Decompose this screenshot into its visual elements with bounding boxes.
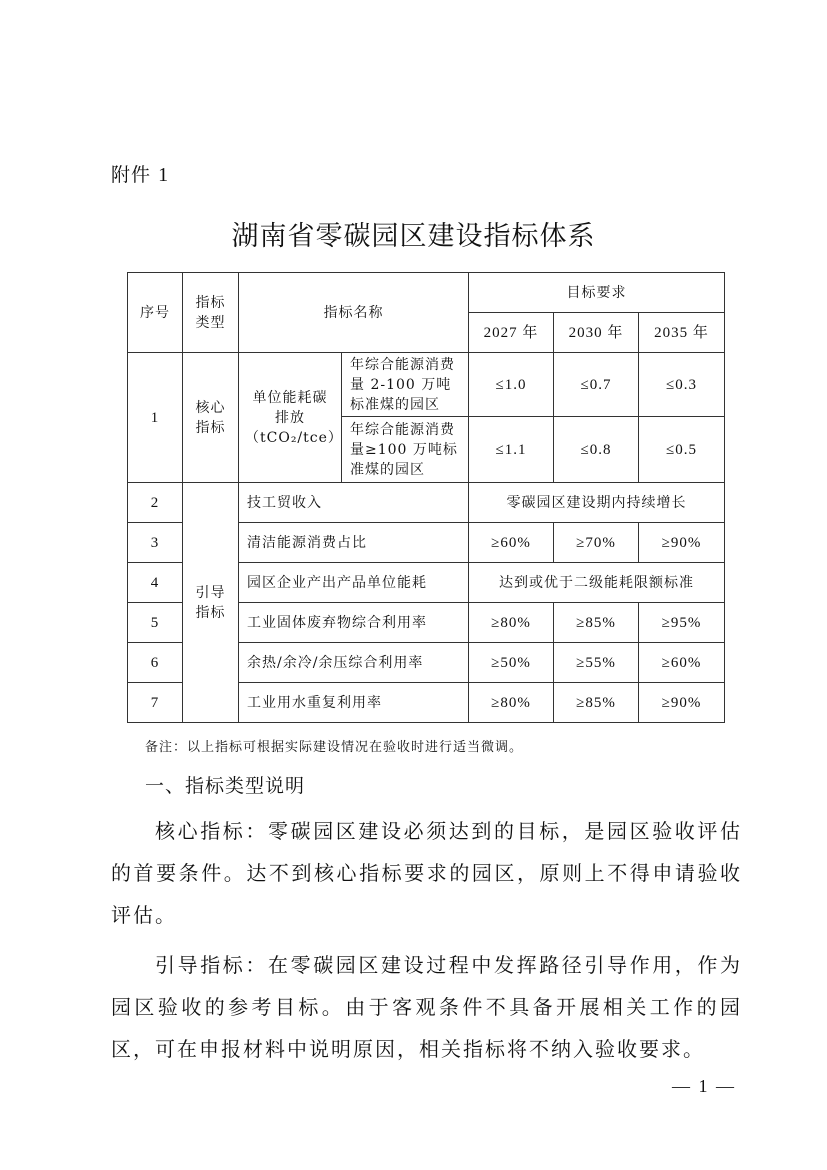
attachment-number: 1 — [158, 164, 170, 186]
row-seq: 4 — [128, 563, 183, 603]
row-condition: 年综合能源消费量≥100 万吨标准煤的园区 — [342, 417, 469, 483]
row-seq: 2 — [128, 483, 183, 523]
table-note: 备注：以上指标可根据实际建设情况在验收时进行适当微调。 — [145, 740, 524, 755]
row-value-2035: ≥95% — [639, 603, 725, 643]
header-target: 目标要求 — [469, 273, 725, 313]
table-row — [128, 483, 725, 523]
row-seq: 3 — [128, 523, 183, 563]
paragraph-core: 核心指标：零碳园区建设必须达到的目标，是园区验收评估的首要条件。达不到核心指标要求的园区，原则上不得申请验收评估。 — [111, 819, 742, 927]
indicator-table — [127, 272, 725, 723]
header-year-2030: 2030 年 — [554, 313, 639, 353]
row-value-2027: ≤1.1 — [469, 417, 554, 483]
row-value-2027: ≥50% — [469, 643, 554, 683]
row-value-2030: ≥85% — [554, 683, 639, 723]
row-value-2030: ≥85% — [554, 603, 639, 643]
attachment-label — [111, 160, 169, 187]
row-seq: 1 — [128, 353, 183, 483]
row-value-2030: ≥70% — [554, 523, 639, 563]
row-value-2027: ≥80% — [469, 683, 554, 723]
row-type-core: 核心指标 — [183, 353, 239, 483]
page-title: 湖南省零碳园区建设指标体系 — [231, 221, 596, 252]
row-value-2035: ≥90% — [639, 683, 725, 723]
row-value-2035: ≥90% — [639, 523, 725, 563]
row-merged-target: 零碳园区建设期内持续增长 — [469, 483, 725, 523]
row-type-guide: 引导指标 — [183, 483, 239, 723]
attachment-text: 附件 — [111, 164, 152, 186]
row-value-2035: ≤0.3 — [639, 353, 725, 417]
row-value-2035: ≤0.5 — [639, 417, 725, 483]
row-value-2035: ≥60% — [639, 643, 725, 683]
row-value-2027: ≥80% — [469, 603, 554, 643]
row-name: 工业用水重复利用率 — [239, 683, 469, 723]
row-value-2027: ≤1.0 — [469, 353, 554, 417]
row-seq: 5 — [128, 603, 183, 643]
row-seq: 7 — [128, 683, 183, 723]
table-row — [128, 353, 725, 417]
row-name: 清洁能源消费占比 — [239, 523, 469, 563]
row-name-core — [239, 353, 342, 483]
row-name: 技工贸收入 — [239, 483, 469, 523]
row-value-2030: ≤0.8 — [554, 417, 639, 483]
row-name: 余热/余冷/余压综合利用率 — [239, 643, 469, 683]
header-type: 指标类型 — [183, 273, 239, 353]
page-number: — 1 — — [672, 1076, 736, 1096]
header-name: 指标名称 — [239, 273, 469, 353]
row-merged-target: 达到或优于二级能耗限额标准 — [469, 563, 725, 603]
paragraph-guide: 引导指标：在零碳园区建设过程中发挥路径引导作用，作为园区验收的参考目标。由于客观条件不具备开展相关工作的园区，可在申报材料中说明原因，相关指标将不纳入验收要求。 — [111, 953, 742, 1061]
row-condition: 年综合能源消费量 2-100 万吨标准煤的园区 — [342, 353, 469, 417]
header-year-2035: 2035 年 — [639, 313, 725, 353]
header-row-1 — [128, 273, 725, 313]
core-name-unit: （tCO₂/tce） — [245, 429, 343, 446]
row-value-2027: ≥60% — [469, 523, 554, 563]
row-name: 工业固体废弃物综合利用率 — [239, 603, 469, 643]
header-year-2027: 2027 年 — [469, 313, 554, 353]
row-value-2030: ≤0.7 — [554, 353, 639, 417]
row-name: 园区企业产出产品单位能耗 — [239, 563, 469, 603]
header-seq: 序号 — [128, 273, 183, 353]
row-seq: 6 — [128, 643, 183, 683]
core-name-text: 单位能耗碳排放 — [252, 389, 328, 426]
row-value-2030: ≥55% — [554, 643, 639, 683]
section-heading: 一、指标类型说明 — [145, 775, 306, 797]
